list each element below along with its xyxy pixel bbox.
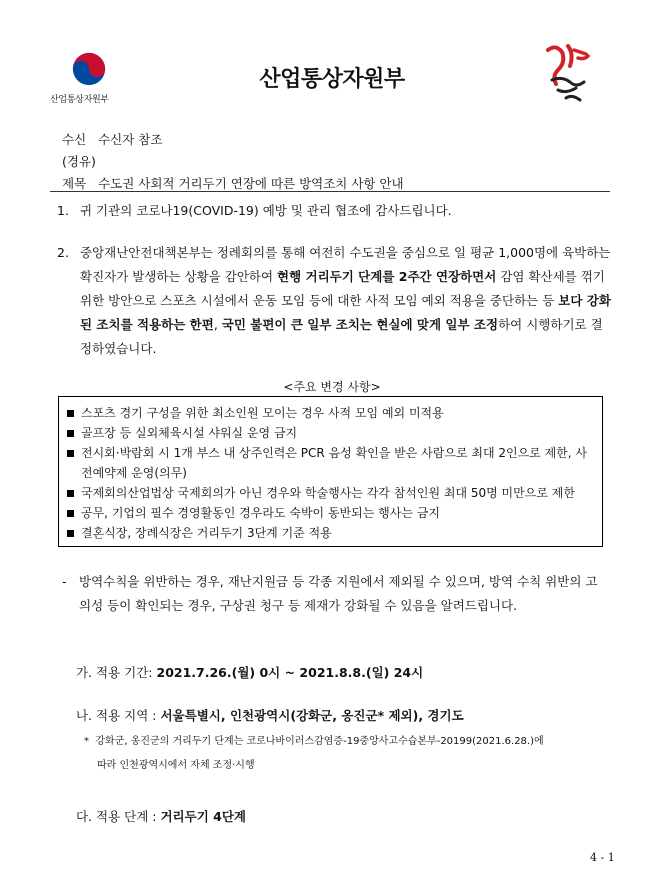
changes-item xyxy=(65,503,596,523)
subject-divider xyxy=(50,191,610,192)
paragraph-2-span: , xyxy=(213,317,222,332)
ministry-title: 산업통상자원부 xyxy=(259,67,405,92)
paragraph-1-text: 귀 기관의 코로나19(COVID-19) 예방 및 관리 협조에 감사드립니다. xyxy=(80,203,452,218)
area-value: 서울특별시, 인천광역시(강화군, 옹진군* 제외), 경기도 xyxy=(160,708,464,723)
bullet-square-icon xyxy=(67,410,74,417)
bullet-square-icon xyxy=(67,490,74,497)
footnote-line-1 xyxy=(84,730,609,754)
changes-item-text: 스포츠 경기 구성을 위한 최소인원 모이는 경우 사적 모임 예외 미적용 xyxy=(81,406,444,420)
warning-text: 방역수칙을 위반하는 경우, 재난지원금 등 각종 지원에서 제외될 수 있으며, 방역 수칙 위반의 고의성 등이 확인되는 경우, 구상권 청구 등 제재가 강화될 수 있음을 알려드립니다. xyxy=(79,574,598,613)
page-number: 4 - 1 xyxy=(590,851,615,864)
recipient-label: 수신 xyxy=(62,132,87,147)
paragraph-2 xyxy=(57,241,613,361)
paragraph-2-span: 감염 확산세를 꺾기 위한 방안으로 스포츠 시설에서 운동 모임 등에 대한 사적 모임 예외 적용을 중단하는 등 xyxy=(80,269,605,308)
paragraph-2-bold-strengthened: 보다 강화된 조치를 적용하는 한편 xyxy=(80,293,611,332)
changes-item xyxy=(65,403,596,423)
warning-paragraph xyxy=(62,570,608,618)
recipient-line xyxy=(62,130,162,148)
changes-title: <주요 변경 사항> xyxy=(283,380,381,394)
paragraph-2-bold-adjusted: 국민 불편이 큰 일부 조치는 현실에 맞게 일부 조정 xyxy=(221,317,499,332)
level-label: 다. 적용 단계 : xyxy=(76,809,157,824)
paragraph-2-text xyxy=(80,241,613,361)
level-value: 거리두기 4단계 xyxy=(160,809,246,824)
level-line xyxy=(76,807,246,825)
changes-item-text: 골프장 등 실외체육시설 샤워실 운영 금지 xyxy=(81,426,298,440)
period-line xyxy=(76,663,423,681)
changes-item xyxy=(65,523,596,543)
area-label: 나. 적용 지역 : xyxy=(76,708,157,723)
paragraph-2-span: 하여 시행하기로 결정하였습니다. xyxy=(80,317,603,356)
recipient-value: 수신자 참조 xyxy=(98,132,163,147)
footnote xyxy=(84,730,609,778)
period-label: 가. 적용 기간: xyxy=(76,665,153,680)
changes-item-text: 전시회·박람회 시 1개 부스 내 상주인력은 PCR 음성 확인을 받은 사람으로 최대 2인으로 제한, 사전예약제 운영(의무) xyxy=(81,446,587,480)
paragraph-1 xyxy=(57,199,613,223)
paragraph-1-number: 1. xyxy=(57,203,69,218)
bullet-square-icon xyxy=(67,530,74,537)
changes-item xyxy=(65,443,596,483)
dash-marker: - xyxy=(62,574,67,589)
footnote-line-1-text: 강화군, 옹진군의 거리두기 단계는 코로나바이러스감염증-19중앙사고수습본부-20199(2021.6.28.)에 xyxy=(95,736,544,747)
changes-item-text: 국제회의산업법상 국제회의가 아닌 경우와 학술행사는 각각 참석인원 최대 50명 미만으로 제한 xyxy=(81,486,575,500)
bullet-square-icon xyxy=(67,430,74,437)
via-line: (경유) xyxy=(62,154,96,169)
changes-item xyxy=(65,423,596,443)
period-value: 2021.7.26.(월) 0시 ~ 2021.8.8.(일) 24시 xyxy=(156,665,424,680)
paragraph-2-bold-extension: 현행 거리두기 단계를 2주간 연장하면서 xyxy=(277,269,497,284)
footnote-mark: * xyxy=(84,736,89,747)
changes-box xyxy=(58,396,603,547)
bullet-square-icon xyxy=(67,450,74,457)
footnote-line-2: 따라 인천광역시에서 자체 조정·시행 xyxy=(97,760,255,771)
paragraph-2-number: 2. xyxy=(57,245,69,260)
changes-item xyxy=(65,483,596,503)
paragraph-2-span: 중앙재난안전대책본부는 정례회의를 통해 여전히 수도권을 중심으로 일 평균 1,000명에 육박하는 확진자가 발생하는 상황을 감안하여 xyxy=(80,245,611,284)
subject-line xyxy=(62,174,404,192)
emblem-caption: 산업통상자원부 xyxy=(50,95,109,105)
changes-item-text: 공무, 기업의 필수 경영활동인 경우라도 숙박이 동반되는 행사는 금지 xyxy=(81,506,440,520)
subject-value: 수도권 사회적 거리두기 연장에 따른 방역조치 사항 안내 xyxy=(98,176,404,191)
subject-label: 제목 xyxy=(62,176,87,191)
bullet-square-icon xyxy=(67,510,74,517)
slogan-logo xyxy=(538,40,598,104)
changes-item-text: 결혼식장, 장례식장은 거리두기 3단계 기준 적용 xyxy=(81,526,332,540)
area-line xyxy=(76,706,464,724)
